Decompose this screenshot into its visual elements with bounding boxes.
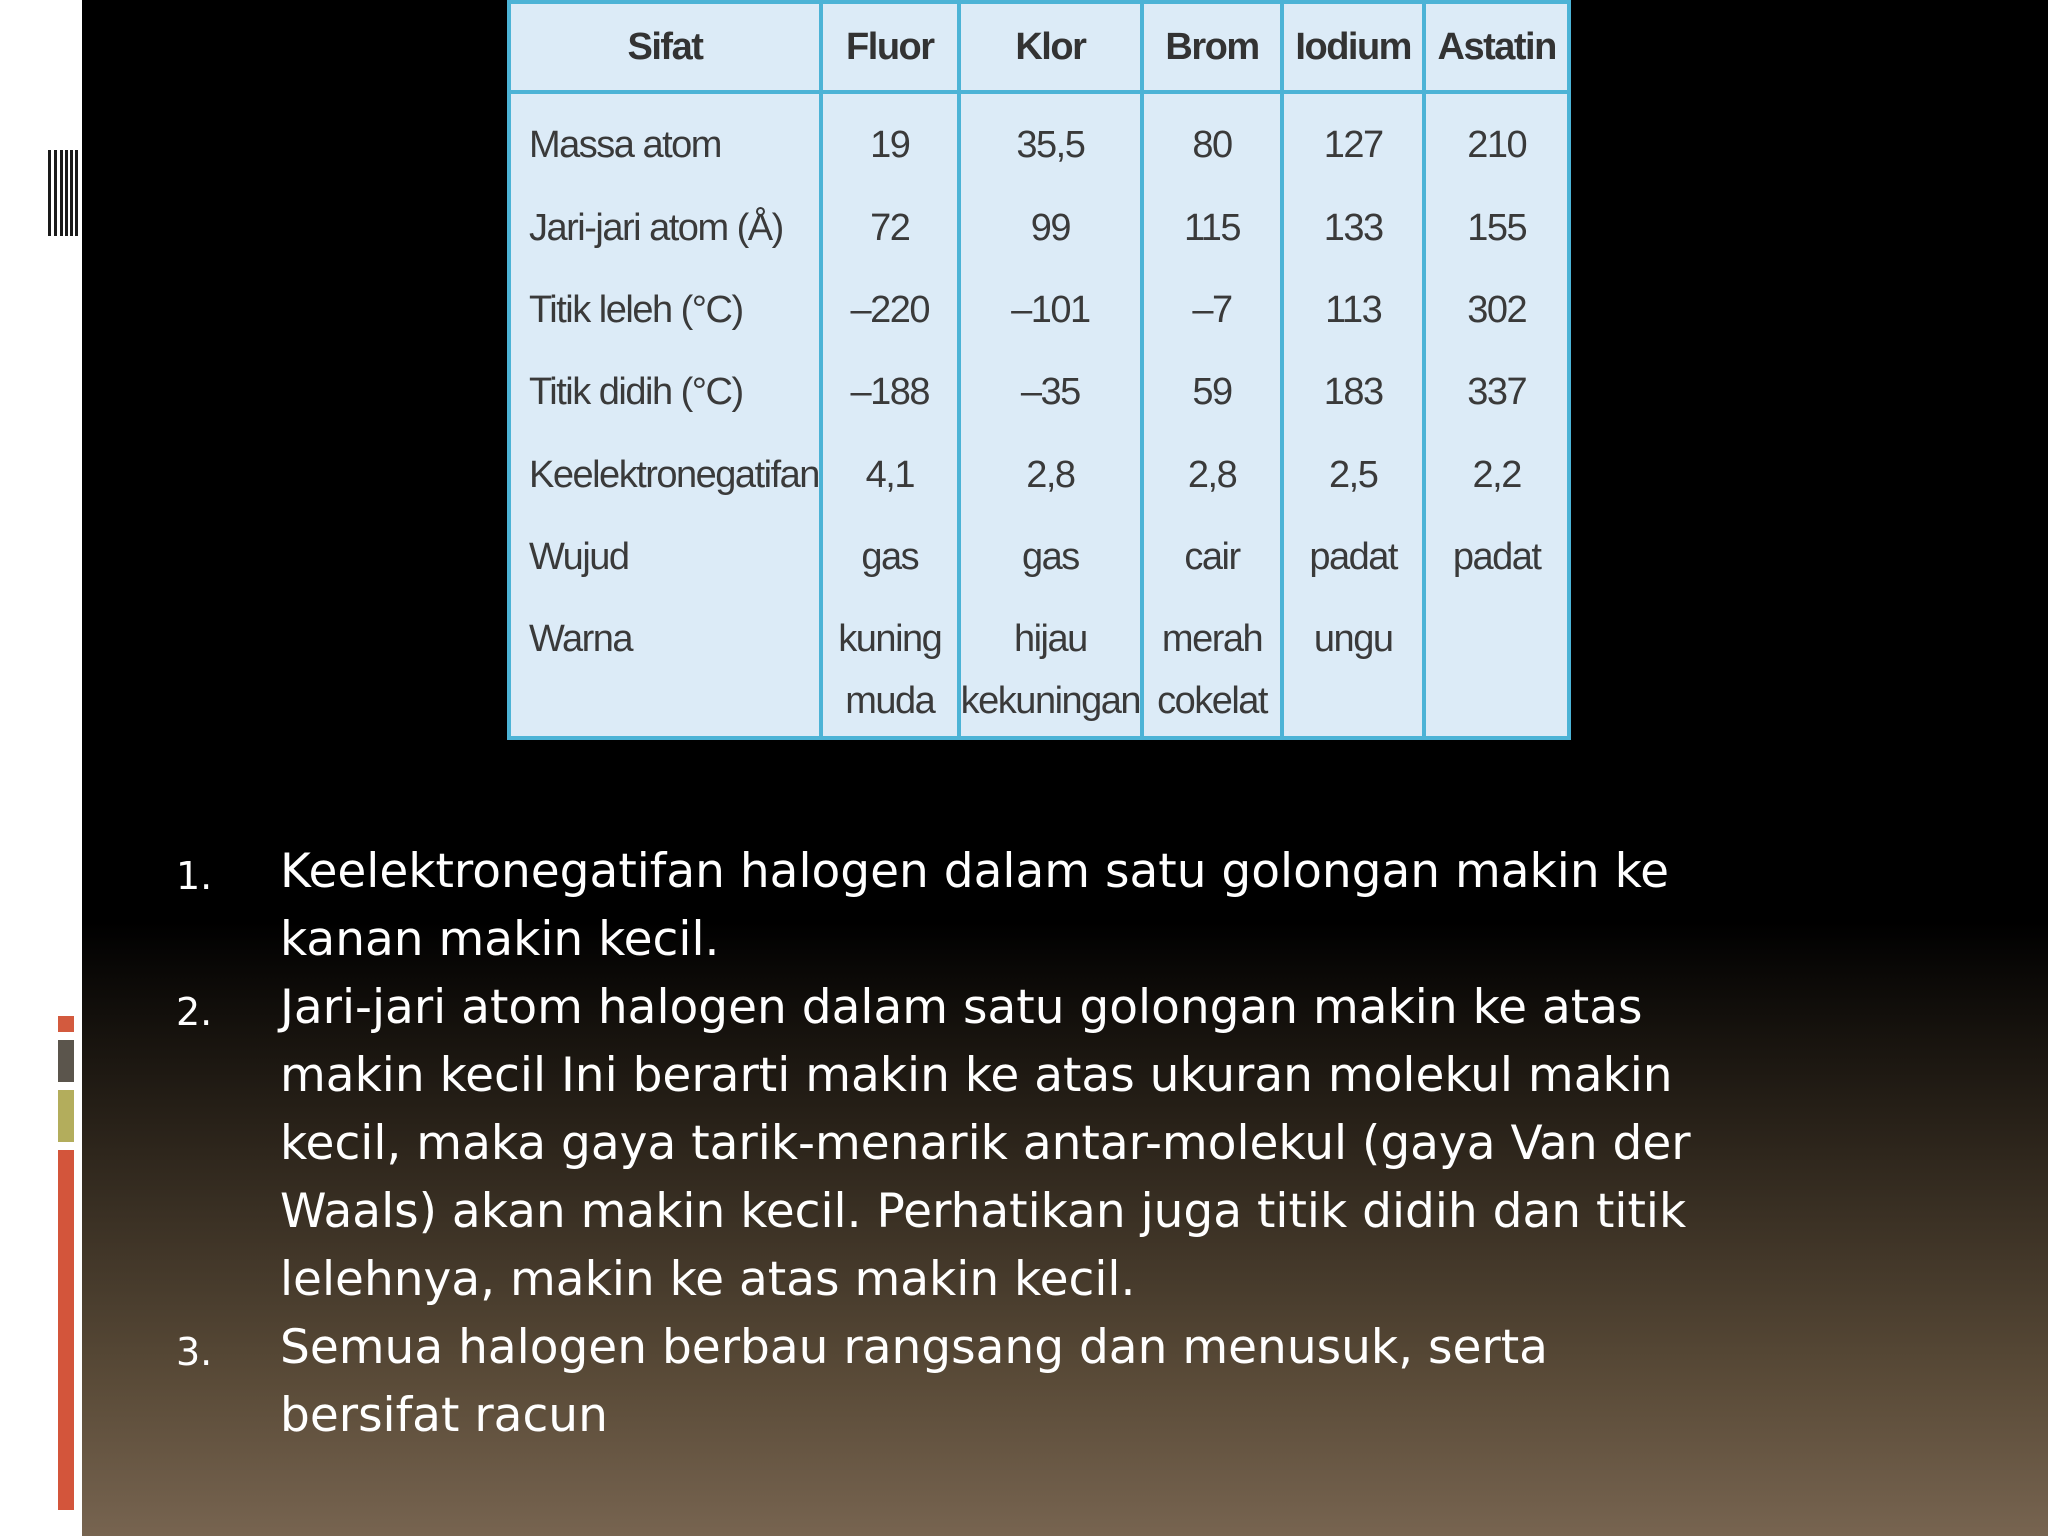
table-cell	[959, 600, 1142, 736]
table-header-row	[511, 4, 1567, 92]
table-cell: –220	[821, 271, 959, 353]
list-item	[170, 838, 1730, 974]
table-cell	[1424, 600, 1567, 736]
table-cell: 113	[1282, 271, 1424, 353]
table-cell: 99	[959, 189, 1142, 271]
cell-line: cokelat	[1157, 680, 1267, 723]
header-klor: Klor	[959, 4, 1142, 92]
header-fluor: Fluor	[821, 4, 959, 92]
list-number: 2.	[176, 990, 213, 1034]
table-cell: 302	[1467, 288, 1527, 331]
decor-bar-olive	[58, 1090, 74, 1142]
table-cell	[1142, 600, 1282, 736]
table-cell: 19	[821, 92, 959, 189]
header-sifat: Sifat	[511, 4, 821, 92]
decor-bar-red-small	[58, 1016, 74, 1032]
table-cell: 80	[1142, 92, 1282, 189]
header-brom: Brom	[1142, 4, 1282, 92]
table-cell: padat	[1452, 535, 1541, 578]
table-cell: 115	[1142, 189, 1282, 271]
row-property-label: Keelektronegatifan	[511, 436, 821, 518]
table-cell: –101	[959, 271, 1142, 353]
table-cell	[1282, 600, 1424, 736]
table-cell	[821, 600, 959, 736]
table-row	[511, 271, 1567, 353]
decor-bar-gray	[58, 1040, 74, 1082]
cell-line: merah	[1161, 618, 1263, 661]
table-cell: 35,5	[959, 92, 1142, 189]
table-cell: –7	[1142, 271, 1282, 353]
decorative-color-bars	[58, 1016, 74, 1510]
table-cell: padat	[1282, 518, 1424, 600]
cell-line: hijau	[1013, 618, 1087, 661]
cell-line: ungu	[1313, 618, 1393, 661]
table-cell: 337	[1467, 371, 1527, 414]
table-cell: 183	[1282, 353, 1424, 435]
list-number: 1.	[176, 854, 213, 898]
list-item-text: Semua halogen berbau rangsang dan menusuk, serta bersifat racun	[280, 1320, 1548, 1443]
table-cell: 4,1	[821, 436, 959, 518]
list-item-text: Jari-jari atom halogen dalam satu golongan makin ke atas makin kecil Ini berarti makin ke atas ukuran molekul makin kecil, maka gaya tarik-menarik antar-molekul (gaya Van der Waals) akan makin kecil. Perhatikan juga titik didih dan titik lelehnya, makin ke atas makin kecil.	[280, 980, 1691, 1307]
notes-list	[170, 838, 1730, 1450]
table-cell: 72	[821, 189, 959, 271]
header-iodium: Iodium	[1282, 4, 1424, 92]
table-row	[511, 353, 1567, 435]
halogen-properties-table-image	[507, 0, 1571, 740]
header-astatin: Astatin	[1424, 4, 1567, 92]
table-row	[511, 92, 1567, 189]
table-cell: 127	[1282, 92, 1424, 189]
decor-bar-red-long	[58, 1150, 74, 1510]
table-row	[511, 189, 1567, 271]
table-cell: gas	[959, 518, 1142, 600]
table-cell: 210	[1467, 124, 1527, 166]
table-row	[511, 436, 1567, 518]
row-property-label: Warna	[511, 600, 821, 736]
list-item	[170, 974, 1730, 1314]
table-cell: 2,8	[1142, 436, 1282, 518]
row-property-label: Titik didih (°C)	[511, 353, 821, 435]
table-row	[511, 518, 1567, 600]
row-property-label: Titik leleh (°C)	[511, 271, 821, 353]
cell-line: muda	[845, 680, 935, 723]
table-cell: –188	[821, 353, 959, 435]
cell-line: kekuningan	[960, 680, 1141, 723]
table-cell: gas	[821, 518, 959, 600]
table-cell: 2,8	[959, 436, 1142, 518]
list-item-text: Keelektronegatifan halogen dalam satu golongan makin ke kanan makin kecil.	[280, 844, 1670, 967]
table-cell: 59	[1142, 353, 1282, 435]
halogen-properties-table	[511, 4, 1567, 736]
list-number: 3.	[176, 1330, 213, 1374]
decorative-vertical-lines	[48, 150, 80, 236]
row-property-label: Wujud	[511, 518, 821, 600]
table-row	[511, 600, 1567, 736]
row-property-label: Massa atom	[511, 92, 821, 189]
table-cell: 133	[1282, 189, 1424, 271]
row-property-label: Jari-jari atom (Å)	[511, 189, 821, 271]
table-cell: 155	[1467, 206, 1527, 249]
table-cell: –35	[959, 353, 1142, 435]
cell-line: kuning	[838, 618, 942, 661]
list-item	[170, 1314, 1730, 1450]
left-margin-strip	[0, 0, 82, 1536]
table-cell: 2,5	[1282, 436, 1424, 518]
table-cell: cair	[1142, 518, 1282, 600]
table-cell: 2,2	[1472, 453, 1521, 496]
